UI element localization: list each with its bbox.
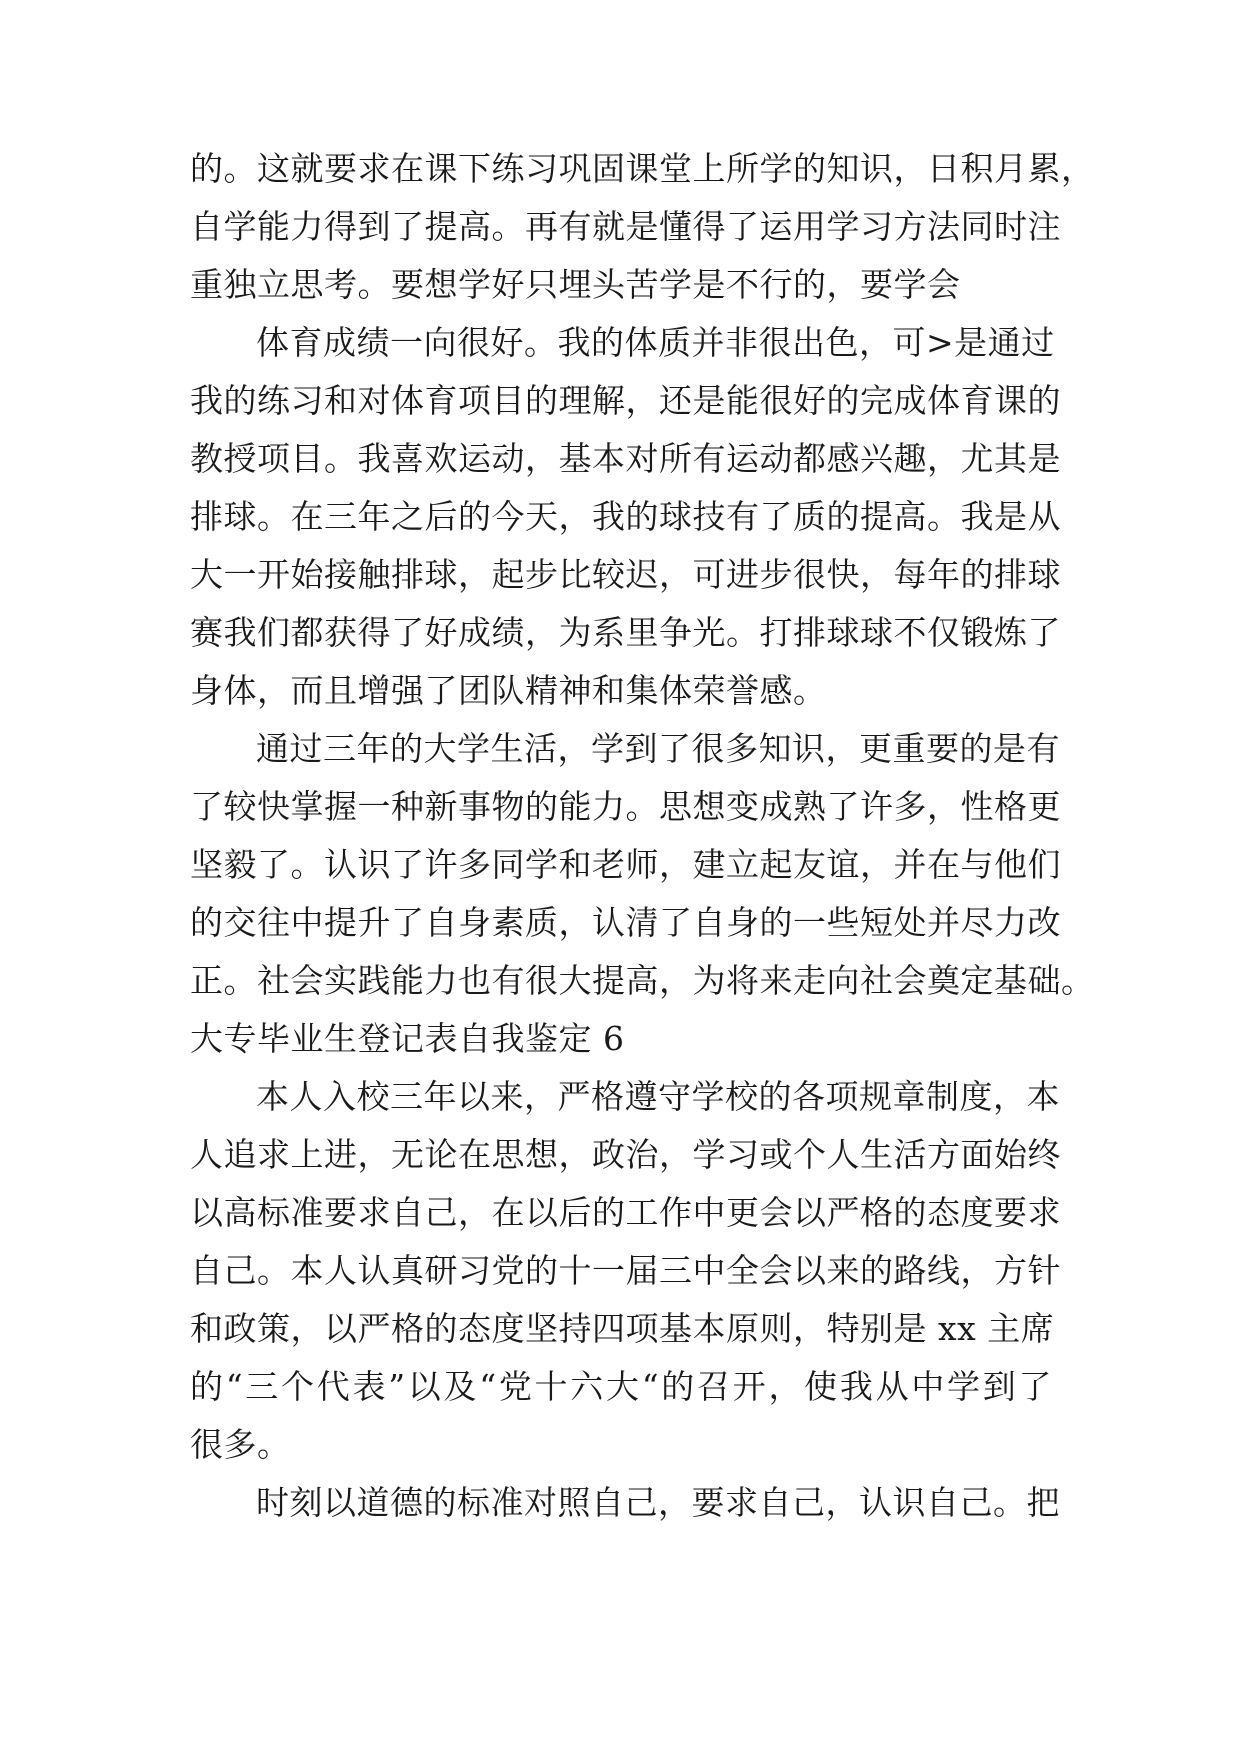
document-page [190, 140, 1095, 1532]
text-line: 坚毅了。认识了许多同学和老师，建立起友谊，并在与他们 [190, 845, 1061, 884]
text-line: 时刻以道德的标准对照自己，要求自己，认识自己。把 [256, 1483, 1060, 1522]
text-line: 的“三个代表”以及“党十六大“的召开，使我从中学到了 [190, 1367, 1052, 1406]
text-line: 通过三年的大学生活，学到了很多知识，更重要的是有 [256, 729, 1060, 768]
text-line: 自学能力得到了提高。再有就是懂得了运用学习方法同时注 [190, 207, 1061, 246]
text-line: 了较快掌握一种新事物的能力。思想变成熟了许多，性格更 [190, 787, 1061, 826]
text-line: 重独立思考。要想学好只埋头苦学是不行的，要学会 [190, 265, 961, 304]
text-line: 自己。本人认真研习党的十一届三中全会以来的路线，方针 [190, 1251, 1061, 1290]
text-line: 和政策，以严格的态度坚持四项基本原则，特别是 xx 主席 [190, 1309, 1055, 1348]
text-line: 我的练习和对体育项目的理解，还是能很好的完成体育课的 [190, 381, 1061, 420]
text-line: 以高标准要求自己，在以后的工作中更会以严格的态度要求 [190, 1193, 1061, 1232]
text-line: 的交往中提升了自身素质，认清了自身的一些短处并尽力改 [190, 903, 1061, 942]
text-line: 排球。在三年之后的今天，我的球技有了质的提高。我是从 [190, 497, 1061, 536]
text-line: 的。这就要求在课下练习巩固课堂上所学的知识，日积月累， [190, 149, 1095, 188]
text-line: 正。社会实践能力也有很大提高，为将来走向社会奠定基础。 [190, 961, 1095, 1000]
text-line: 人追求上进，无论在思想，政治，学习或个人生活方面始终 [190, 1135, 1061, 1174]
text-line: 教授项目。我喜欢运动，基本对所有运动都感兴趣，尤其是 [190, 439, 1061, 478]
text-line: 体育成绩一向很好。我的体质并非很出色，可>是通过 [256, 323, 1055, 362]
text-line: 赛我们都获得了好成绩，为系里争光。打排球球不仅锻炼了 [190, 613, 1061, 652]
text-line: 很多。 [190, 1425, 291, 1464]
text-line: 大专毕业生登记表自我鉴定 6 [190, 1019, 625, 1058]
text-line: 本人入校三年以来，严格遵守学校的各项规章制度，本 [256, 1077, 1060, 1116]
text-line: 大一开始接触排球，起步比较迟，可进步很快，每年的排球 [190, 555, 1061, 594]
text-line: 身体，而且增强了团队精神和集体荣誉感。 [190, 671, 827, 710]
